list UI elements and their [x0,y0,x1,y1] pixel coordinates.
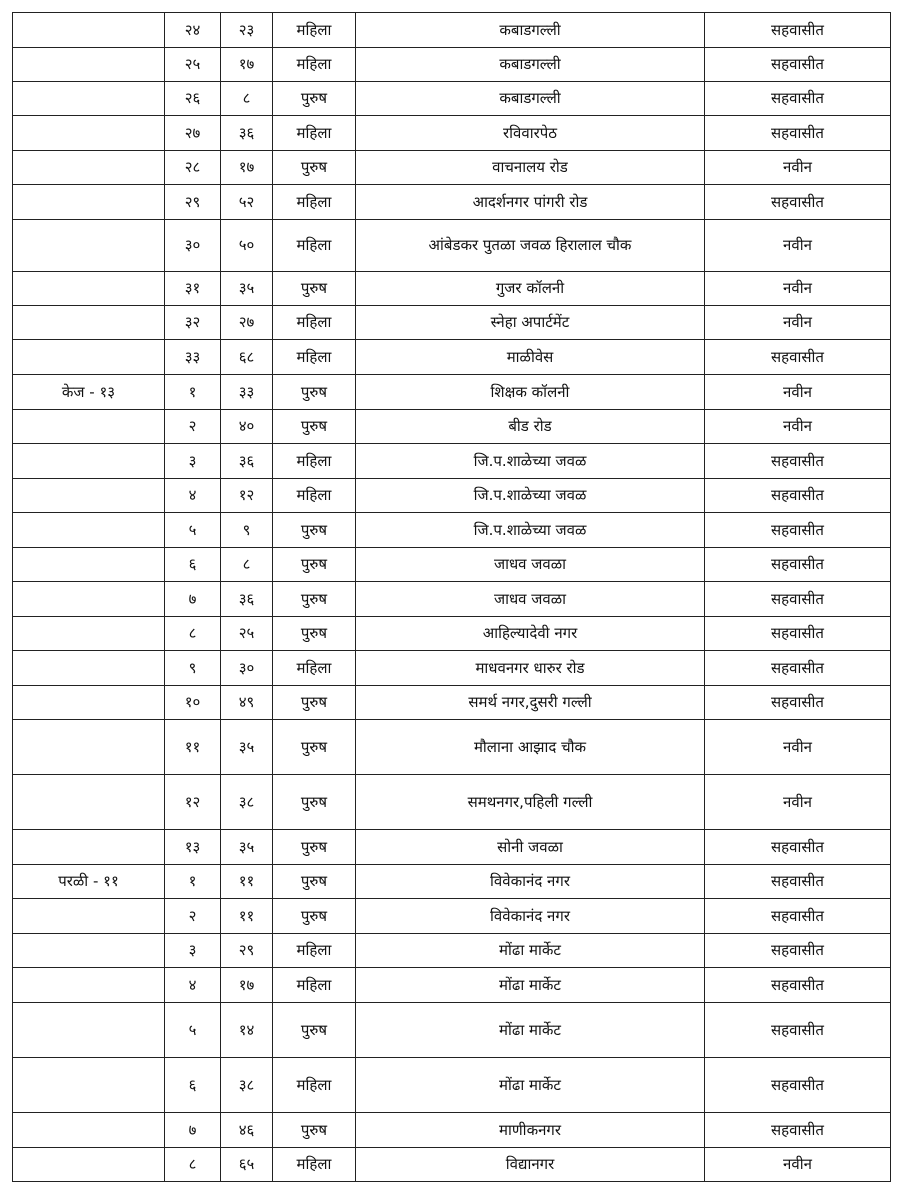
cell-sn: ३३ [165,340,221,375]
cell-status: नवीन [705,306,891,340]
cell-block [13,340,165,375]
cell-sn: ७ [165,582,221,617]
cell-status: सहवासीत [705,617,891,651]
cell-sn: २४ [165,13,221,48]
table-row [13,13,891,48]
table-row [13,513,891,548]
cell-sn: ३१ [165,272,221,306]
cell-age: २३ [221,13,273,48]
cell-age: १२ [221,479,273,513]
cell-age: ८ [221,548,273,582]
cell-sn: ६ [165,548,221,582]
cell-address: गुजर कॉलनी [356,272,705,306]
cell-block [13,686,165,720]
cell-sn: ९ [165,651,221,686]
cell-gender: महिला [273,48,356,82]
cell-block [13,548,165,582]
cell-gender: पुरुष [273,899,356,934]
table-row [13,444,891,479]
cell-sn: ५ [165,1003,221,1058]
cell-gender: पुरुष [273,1113,356,1148]
cell-gender: महिला [273,13,356,48]
cell-address: शिक्षक कॉलनी [356,375,705,410]
cell-address: समर्थ नगर,दुसरी गल्ली [356,686,705,720]
cell-gender: पुरुष [273,1003,356,1058]
cell-block [13,830,165,865]
cell-address: मोंढा मार्केट [356,1003,705,1058]
cell-sn: ३० [165,220,221,272]
cell-status: सहवासीत [705,513,891,548]
cell-block [13,410,165,444]
cell-block [13,13,165,48]
cell-sn: ७ [165,1113,221,1148]
cell-gender: महिला [273,116,356,151]
cell-age: ५० [221,220,273,272]
cell-gender: महिला [273,479,356,513]
cell-status: सहवासीत [705,48,891,82]
cell-age: ३५ [221,830,273,865]
cell-address: कबाडगल्ली [356,13,705,48]
cell-age: २५ [221,617,273,651]
cell-sn: ३२ [165,306,221,340]
cell-gender: महिला [273,340,356,375]
cell-sn: २ [165,410,221,444]
cell-status: सहवासीत [705,548,891,582]
cell-address: जाधव जवळा [356,548,705,582]
cell-gender: पुरुष [273,272,356,306]
cell-sn: २ [165,899,221,934]
cell-gender: पुरुष [273,82,356,116]
cell-gender: पुरुष [273,513,356,548]
table-row [13,548,891,582]
table-row [13,934,891,968]
cell-sn: ८ [165,1148,221,1182]
cell-address: विद्यानगर [356,1148,705,1182]
cell-status: नवीन [705,272,891,306]
cell-status: सहवासीत [705,1003,891,1058]
cell-gender: महिला [273,1058,356,1113]
cell-block [13,651,165,686]
table-row [13,220,891,272]
cell-address: विवेकानंद नगर [356,865,705,899]
cell-sn: २९ [165,185,221,220]
cell-address: आहिल्यादेवी नगर [356,617,705,651]
cell-block [13,1113,165,1148]
cell-address: मौलाना आझाद चौक [356,720,705,775]
cell-status: सहवासीत [705,686,891,720]
table-row [13,1003,891,1058]
cell-block [13,272,165,306]
cell-block [13,1148,165,1182]
cell-address: स्नेहा अपार्टमेंट [356,306,705,340]
table-row [13,479,891,513]
table-row [13,775,891,830]
cell-sn: ३ [165,444,221,479]
cell-age: २९ [221,934,273,968]
cell-gender: पुरुष [273,151,356,185]
cell-gender: महिला [273,968,356,1003]
cell-status: सहवासीत [705,116,891,151]
table-row [13,306,891,340]
cell-block [13,82,165,116]
cell-age: ९ [221,513,273,548]
cell-gender: महिला [273,220,356,272]
cell-sn: १० [165,686,221,720]
cell-status: सहवासीत [705,340,891,375]
cell-block [13,185,165,220]
cell-status: सहवासीत [705,13,891,48]
cell-sn: ५ [165,513,221,548]
table-row [13,48,891,82]
cell-address: समथनगर,पहिली गल्ली [356,775,705,830]
cell-block [13,151,165,185]
table-row [13,375,891,410]
table-row [13,185,891,220]
table-row [13,410,891,444]
cell-sn: १३ [165,830,221,865]
cell-gender: पुरुष [273,775,356,830]
cell-block [13,513,165,548]
cell-age: ८ [221,82,273,116]
cell-address: सोनी जवळा [356,830,705,865]
cell-block [13,1058,165,1113]
cell-status: सहवासीत [705,651,891,686]
cell-age: ४० [221,410,273,444]
table-row [13,1148,891,1182]
table-row [13,651,891,686]
cell-age: ३५ [221,272,273,306]
cell-age: ३५ [221,720,273,775]
cell-address: माणीकनगर [356,1113,705,1148]
cell-block [13,116,165,151]
cell-block [13,617,165,651]
cell-block [13,934,165,968]
table-row [13,865,891,899]
cell-sn: ४ [165,479,221,513]
cell-status: सहवासीत [705,444,891,479]
cell-address: मोंढा मार्केट [356,1058,705,1113]
table-row [13,272,891,306]
cell-sn: ११ [165,720,221,775]
cell-address: मोंढा मार्केट [356,968,705,1003]
cell-age: ३६ [221,582,273,617]
cell-sn: १ [165,865,221,899]
cell-age: ११ [221,899,273,934]
cell-age: ११ [221,865,273,899]
cell-address: जि.प.शाळेच्या जवळ [356,479,705,513]
cell-block: केज - १३ [13,375,165,410]
cell-age: ५२ [221,185,273,220]
table-body [13,13,891,1182]
cell-gender: महिला [273,185,356,220]
cell-age: ६८ [221,340,273,375]
cell-status: नवीन [705,375,891,410]
cell-status: सहवासीत [705,934,891,968]
cell-sn: २६ [165,82,221,116]
table-row [13,686,891,720]
cell-status: सहवासीत [705,185,891,220]
cell-status: सहवासीत [705,82,891,116]
cell-address: माळीवेस [356,340,705,375]
cell-status: सहवासीत [705,899,891,934]
cell-sn: ३ [165,934,221,968]
cell-block [13,1003,165,1058]
cell-status: सहवासीत [705,479,891,513]
cell-address: विवेकानंद नगर [356,899,705,934]
cell-gender: पुरुष [273,865,356,899]
cell-gender: पुरुष [273,617,356,651]
cell-age: १४ [221,1003,273,1058]
cell-address: वाचनालय रोड [356,151,705,185]
cell-age: ३० [221,651,273,686]
table-row [13,340,891,375]
table-row [13,899,891,934]
cell-gender: महिला [273,306,356,340]
cell-age: ३८ [221,1058,273,1113]
cell-status: सहवासीत [705,830,891,865]
cell-age: १७ [221,151,273,185]
table-row [13,617,891,651]
cell-block [13,444,165,479]
cell-age: १७ [221,48,273,82]
cell-age: ३३ [221,375,273,410]
patient-table [12,12,891,1182]
cell-gender: पुरुष [273,686,356,720]
cell-sn: ४ [165,968,221,1003]
cell-status: नवीन [705,1148,891,1182]
cell-gender: पुरुष [273,720,356,775]
cell-age: ६५ [221,1148,273,1182]
cell-status: सहवासीत [705,582,891,617]
table-row [13,830,891,865]
cell-status: नवीन [705,720,891,775]
cell-block: परळी - ११ [13,865,165,899]
cell-age: १७ [221,968,273,1003]
cell-gender: पुरुष [273,582,356,617]
cell-address: आदर्शनगर पांगरी रोड [356,185,705,220]
cell-address: माधवनगर धारुर रोड [356,651,705,686]
cell-address: आंबेडकर पुतळा जवळ हिरालाल चौक [356,220,705,272]
cell-address: कबाडगल्ली [356,48,705,82]
cell-gender: पुरुष [273,830,356,865]
cell-status: नवीन [705,220,891,272]
cell-sn: १२ [165,775,221,830]
table-row [13,151,891,185]
cell-sn: ८ [165,617,221,651]
cell-age: ४६ [221,1113,273,1148]
cell-age: २७ [221,306,273,340]
cell-block [13,968,165,1003]
cell-status: सहवासीत [705,1113,891,1148]
table-row [13,582,891,617]
table-row [13,82,891,116]
cell-status: सहवासीत [705,1058,891,1113]
cell-status: नवीन [705,151,891,185]
cell-status: सहवासीत [705,865,891,899]
cell-gender: पुरुष [273,548,356,582]
cell-age: ३८ [221,775,273,830]
cell-address: रविवारपेठ [356,116,705,151]
cell-sn: २५ [165,48,221,82]
cell-status: नवीन [705,410,891,444]
cell-gender: पुरुष [273,410,356,444]
cell-block [13,775,165,830]
cell-gender: पुरुष [273,375,356,410]
table-row [13,1058,891,1113]
cell-block [13,220,165,272]
cell-age: ३६ [221,116,273,151]
cell-block [13,720,165,775]
cell-address: बीड रोड [356,410,705,444]
cell-block [13,48,165,82]
table-row [13,720,891,775]
cell-gender: महिला [273,1148,356,1182]
cell-gender: महिला [273,651,356,686]
cell-status: नवीन [705,775,891,830]
cell-address: कबाडगल्ली [356,82,705,116]
cell-block [13,306,165,340]
cell-sn: १ [165,375,221,410]
cell-sn: ६ [165,1058,221,1113]
cell-address: जि.प.शाळेच्या जवळ [356,513,705,548]
cell-age: ४९ [221,686,273,720]
cell-block [13,479,165,513]
cell-gender: महिला [273,444,356,479]
table-row [13,116,891,151]
cell-sn: २८ [165,151,221,185]
table-row [13,1113,891,1148]
cell-gender: महिला [273,934,356,968]
table-row [13,968,891,1003]
cell-sn: २७ [165,116,221,151]
cell-address: मोंढा मार्केट [356,934,705,968]
cell-status: सहवासीत [705,968,891,1003]
cell-block [13,899,165,934]
cell-age: ३६ [221,444,273,479]
cell-block [13,582,165,617]
cell-address: जि.प.शाळेच्या जवळ [356,444,705,479]
cell-address: जाधव जवळा [356,582,705,617]
